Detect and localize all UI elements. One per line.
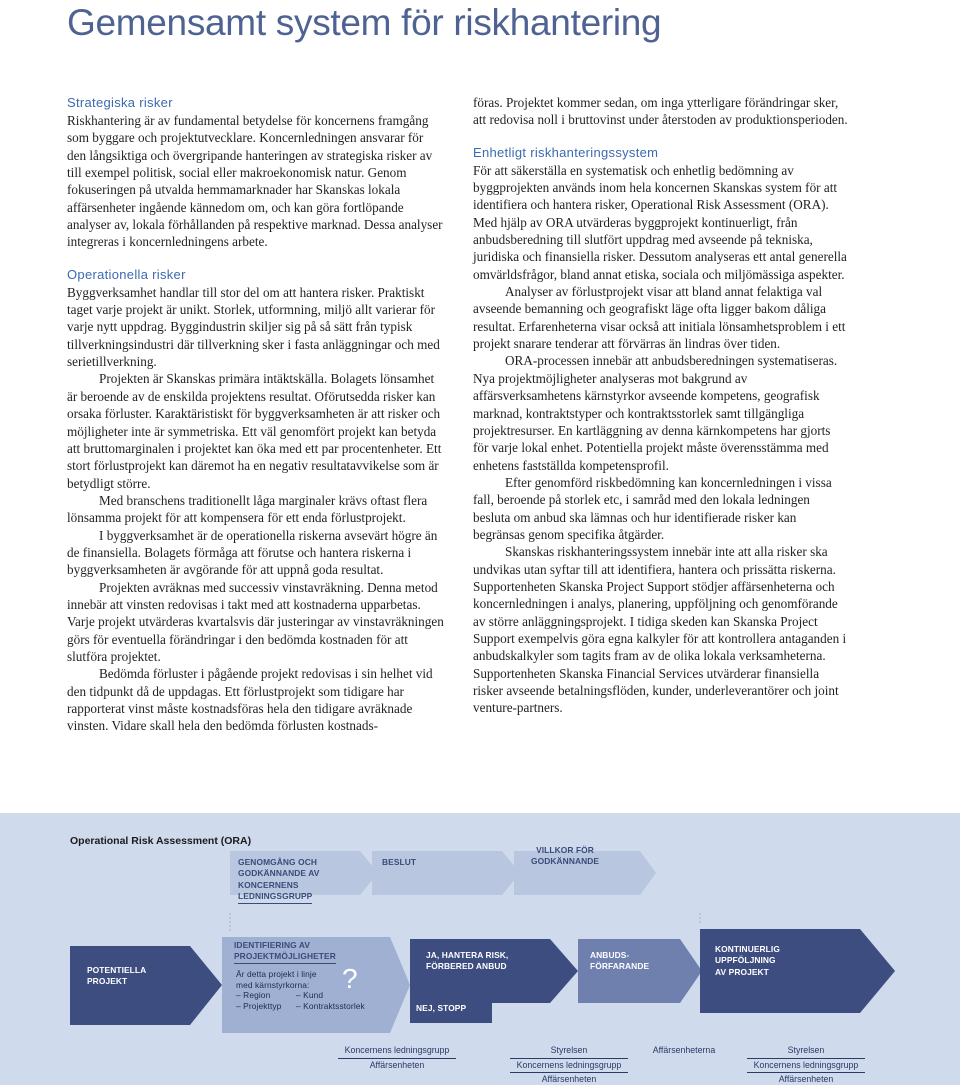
label-anbudsforfarande: ANBUDS- FÖRFARANDE [590, 950, 650, 972]
paragraph-operationella-3: Med branschens traditionellt låga marginaler krävs oftast flera lönsamma projekt för att kompensera för ett enda förlustprojekt. [67, 492, 428, 526]
paragraph-enhetligt-4: Efter genomförd riskbedömning kan koncernledningen i vissa fall, beroende på storlek etc, i samråd med den lokala ledningen besluta om anbud ska lämnas och hur identifierade risker kan begränsas genom specifika åtgärder. [473, 474, 832, 542]
label-beslut: BESLUT [382, 857, 417, 867]
label-nej-stopp: NEJ, STOPP [416, 1003, 467, 1013]
left-column [67, 94, 445, 735]
right-column [473, 94, 849, 717]
label-genomgang: GENOMGÅNG OCH GODKÄNNANDE AV KONCERNENS LEDNINGSGRUPP [238, 857, 319, 904]
paragraph-operationella-5: Projekten avräknas med successiv vinstavräkning. Denna metod innebär att vinsten redovisas i takt med att kostnaderna upparbetas. Varje projekt utvärderas kvartalsvis där justeringar av vinstavräkningen görs för eventuella förändringar i den bedömda kostnaden för att slutföra projektet. [67, 579, 444, 664]
label-potentiella-projekt: POTENTIELLA PROJEKT [87, 965, 147, 987]
responsible-group-4: Styrelsen Koncernens ledningsgrupp Affärsenheten [747, 1044, 865, 1087]
label-ja-hantera-risk: JA, HANTERA RISK, FÖRBERED ANBUD [426, 950, 509, 972]
label-kontinuerlig-uppfoljning: KONTINUERLIG UPPFÖLJNING AV PROJEKT [715, 944, 780, 977]
paragraph-enhetligt-5: Skanskas riskhanteringssystem innebär inte att alla risker ska undvikas utan syftar till att identifiera, hantera och prissätta riskerna. Supportenheten Skanska Project Support stödjer affärsenheterna och koncernledningen i analys, planering, uppföljning och genomförande av större anläggningsprojekt. I tidiga skeden kan Skanska Project Support exempelvis göra egna kalkyler för att kontrollera antaganden i anbudskalkyler som tagits fram av de olika lokala verksamheterna. Supportenheten Skanska Financial Services utvärderar finansiella risker avseende betalningsflöden, kunder, underleverantörer och joint venture-partners. [473, 544, 847, 716]
paragraph-operationella-1: Byggverksamhet handlar till stor del om att hantera risker. Praktiskt taget varje projekt är unikt. Storlek, utformning, miljö allt varierar för varje nytt uppdrag. Byggindustrin skiljer sig på så sätt från typisk tillverkningsindustri där tillverkning sker i fasta anläggningar och med serietillverkning. [67, 284, 440, 370]
label-villkor: VILLKOR FÖR GODKÄNNANDE [531, 845, 600, 867]
responsible-group-3: Affärsenheterna [652, 1045, 716, 1055]
page-title: Gemensamt system för riskhantering [67, 2, 662, 43]
ora-diagram [0, 813, 960, 1085]
paragraph-strategiska: Riskhantering är av fundamental betydelse för koncernens framgång som byggare och projektutvecklare. Koncernledningen ansvarar för den långsiktiga och övergripande hanteringen av strategiska risker av till exempel politisk, social eller makroekonomisk natur. Genom fokuseringen på utvalda hemmamarknader har Skanskas lokala affärsenheter ingående kännedom om, och kan göra fortlöpande analyser av, lokala förhållanden på respektive marknad. Dessa analyser integreras i koncernledningens arbete. [67, 113, 443, 250]
diagram-title: Operational Risk Assessment (ORA) [70, 835, 252, 847]
label-identifiering: IDENTIFIERING AV PROJEKTMÖJLIGHETER [234, 940, 336, 964]
paragraph-operationella-6: Bedömda förluster i pågående projekt redovisas i sin helhet vid den tidpunkt då de uppdagas. Ett förlustprojekt som tidigare har rapporterat vinst måste kostnadsföras hela den tidigare avräknade vinsten. Vidare skall hela den bedömda förlusten kostnads- [67, 666, 433, 734]
paragraph-enhetligt-1: För att säkerställa en systematisk och enhetlig bedömning av byggprojekten används inom hela koncernen Skanskas system för att identifiera och hantera risker, Operational Risk Assessment (ORA). Med hjälp av ORA utvärderas byggprojekt kontinuerligt, från anbudsberedning till slutfört uppdrag med avseende på tekniska, juridiska och finansiella risker. Dessutom analyseras ett antal generella omvärldsfrågor, bland annat etiska, sociala och miljömässiga aspekter. [473, 162, 847, 282]
label-karnstyrkor: Är detta projekt i linje med kärnstyrkorna: – Region – Kund – Projekttyp – Kontraktsstorlek [236, 969, 365, 1011]
responsible-group-1: Koncernens ledningsgrupp Affärsenheten [338, 1044, 456, 1072]
paragraph-operationella-4: I byggverksamhet är de operationella riskerna avsevärt högre än de finansiella. Bolagets förmåga att förutse och hantera riskerna i byggverksamheten är avgörande för att uppnå goda resultat. [67, 527, 438, 578]
responsible-group-2: Styrelsen Koncernens ledningsgrupp Affärsenheten [510, 1044, 628, 1087]
question-mark-icon: ? [342, 963, 358, 994]
heading-strategiska-risker: Strategiska risker [67, 95, 173, 110]
paragraph-enhetligt-3: ORA-processen innebär att anbudsberedningen systematiseras. Nya projektmöjligheter analyseras mot bakgrund av affärsverksamhetens kärnstyrkor avseende kompetens, geografisk marknad, kontraktstyper och kontraktsstorlek samt tillgängliga projektresurser. En kartläggning av denna kärnkompetens har gjorts för varje lokal enhet. Potentiella projekt måste överensstämma med enhetens fastställda kompetensprofil. [473, 353, 838, 473]
heading-enhetligt: Enhetligt riskhanteringssystem [473, 144, 659, 160]
heading-operationella-risker: Operationella risker [67, 266, 186, 282]
paragraph-continued: föras. Projektet kommer sedan, om inga ytterligare förändringar sker, att redovisa noll i bruttovinst under återstoden av produktionsperioden. [473, 95, 848, 128]
paragraph-operationella-2: Projekten är Skanskas primära intäktskälla. Bolagets lönsamhet är beroende av de enskilda projektens resultat. Oförutsedda risker kan orsaka förluster. Karaktäristiskt för byggverksamheten är att risker och möjligheter inte är symmetriska. Ett väl genomfört projekt kan betyda att bruttomarginalen i projektet kan öka med ett par procentenheter. Ett stort förlustprojekt kan däremot ha en negativ resultatavvikelse som är betydligt större. [67, 371, 442, 491]
paragraph-enhetligt-2: Analyser av förlustprojekt visar att bland annat felaktiga val avseende bemanning och geografiskt läge ofta ligger bakom dåliga resultat. Erfarenheterna visar också att initiala lönsamhetsproblem i ett projekt snarare tenderar att förvärras än lindras över tiden. [473, 284, 846, 352]
